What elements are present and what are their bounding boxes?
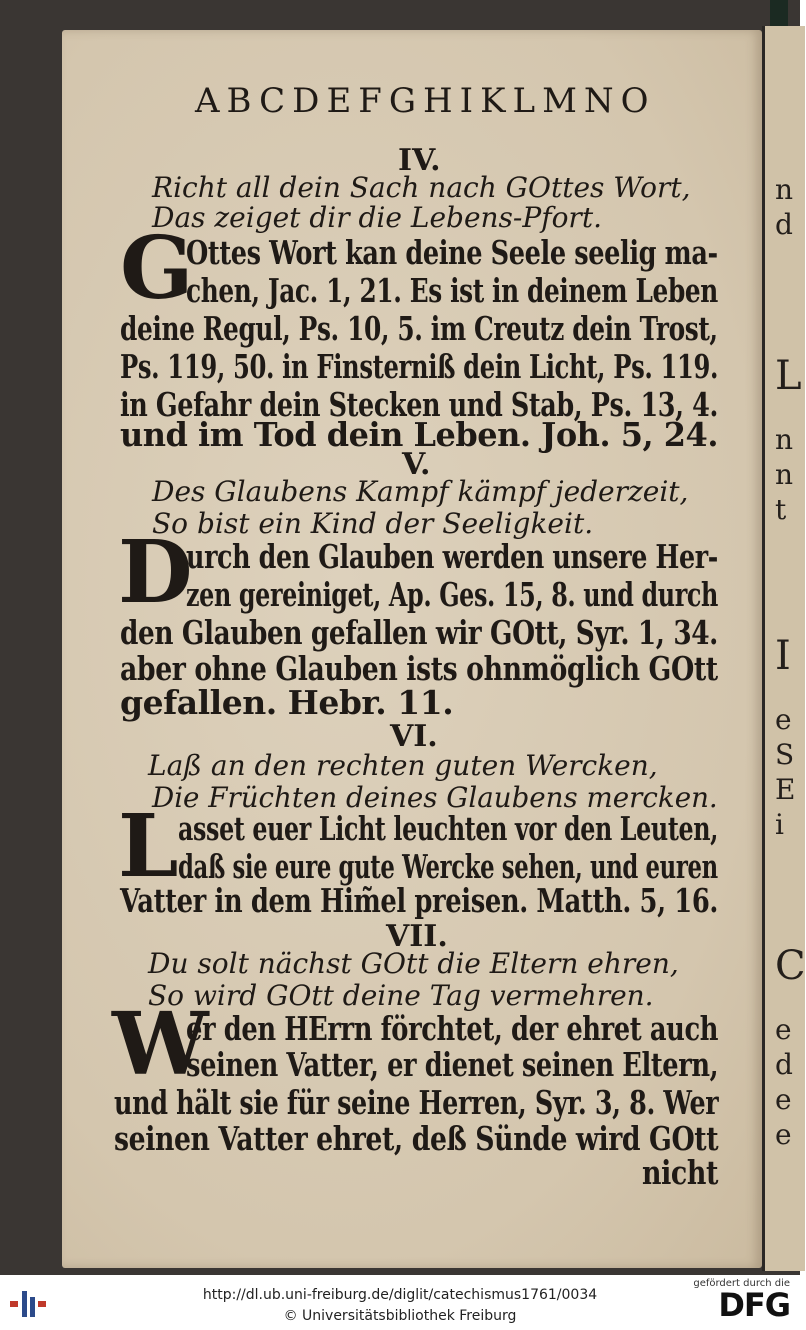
text-line: daß sie eure gute Wercke sehen, und euren xyxy=(178,847,718,886)
text-line: seinen Vatter ehret, deß Sünde wird GOtt xyxy=(114,1119,719,1158)
verse-line: Richt all dein Sach nach GOttes Wort, xyxy=(152,171,691,204)
verse-line: Des Glaubens Kampf kämpf jederzeit, xyxy=(152,475,689,508)
verse-line: Laß an den rechten guten Wercken, xyxy=(148,749,658,782)
facing-page-edge: n d L n n t I e S E i C e d e e xyxy=(762,26,805,1271)
text-line: zen gereiniget, Ap. Ges. 15, 8. und durch xyxy=(186,575,719,614)
text-line: den Glauben gefallen wir GOtt, Syr. 1, 34. xyxy=(120,613,718,652)
section-numeral: VII. xyxy=(386,919,448,954)
dfg-logo: DFG xyxy=(718,1286,790,1324)
text-line: aber ohne Glauben ists ohnmöglich GOtt xyxy=(120,649,718,688)
text-line: er den HErrn förchtet, der ehret auch xyxy=(186,1009,719,1048)
signature-line: ABCDEFGHIKLMNO xyxy=(195,81,656,121)
binding-tab xyxy=(770,0,788,26)
verse-line: Das zeiget dir die Lebens-Pfort. xyxy=(152,201,602,234)
text-line: und im Tod dein Leben. Joh. 5, 24. xyxy=(120,415,718,454)
text-line: seinen Vatter, er dienet seinen Eltern, xyxy=(186,1045,719,1084)
text-line: deine Regul, Ps. 10, 5. im Creutz dein Trost, xyxy=(120,309,718,348)
text-line: in Gefahr dein Stecken und Stab, Ps. 13, 4. xyxy=(120,385,718,424)
section-numeral: V. xyxy=(402,447,431,482)
text-line: Ps. 119, 50. in Finsterniß dein Licht, Ps. 119. xyxy=(120,347,719,386)
drop-cap-initial: G xyxy=(120,218,194,319)
drop-cap-initial: D xyxy=(118,522,193,623)
verse-line: Die Früchten deines Glaubens mercken. xyxy=(152,781,718,814)
verse-line: So wird GOtt deine Tag vermehren. xyxy=(148,979,654,1012)
page-url-link[interactable]: http://dl.ub.uni-freiburg.de/diglit/catechismus1761/0034 xyxy=(202,1287,598,1303)
catchword: nicht xyxy=(642,1153,718,1192)
text-line: Vatter in dem Him̃el preisen. Matth. 5, 16. xyxy=(120,881,719,920)
drop-cap-initial: W xyxy=(112,994,209,1095)
section-numeral: VI. xyxy=(390,719,438,754)
text-line: gefallen. Hebr. 11. xyxy=(120,683,454,722)
viewer-footer xyxy=(0,1275,800,1330)
drop-cap-initial: L xyxy=(118,796,179,897)
verse-line: So bist ein Kind der Seeligkeit. xyxy=(152,507,594,540)
text-line: asset euer Licht leuchten vor den Leuten, xyxy=(178,809,719,848)
copyright-text: © Universitätsbibliothek Freiburg xyxy=(283,1308,517,1324)
funding-caption: gefördert durch die xyxy=(693,1278,790,1289)
text-line: urch den Glauben werden unsere Her- xyxy=(186,537,718,576)
verse-line: Du solt nächst GOtt die Eltern ehren, xyxy=(148,947,679,980)
text-line: und hält sie für seine Herren, Syr. 3, 8. Wer xyxy=(114,1083,719,1122)
text-line: Ottes Wort kan deine Seele seelig ma- xyxy=(186,233,718,272)
section-numeral: IV. xyxy=(398,143,441,178)
text-line: chen, Jac. 1, 21. Es ist in deinem Leben xyxy=(186,271,718,310)
